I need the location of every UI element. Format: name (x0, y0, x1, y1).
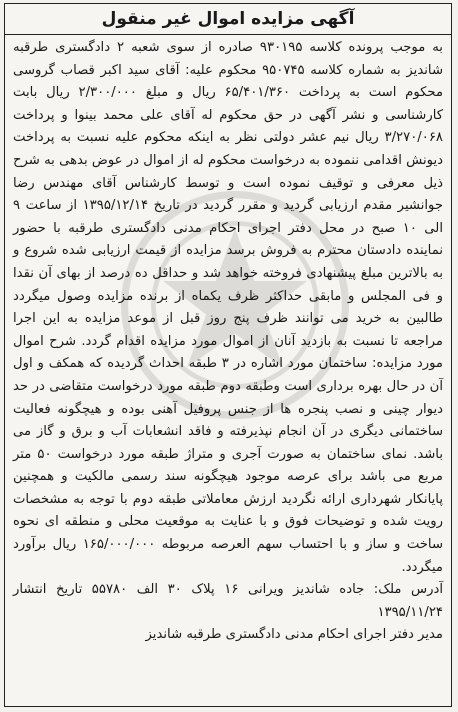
notice-title: آگهی مزایده اموال غیر منقول (5, 4, 451, 35)
notice-text: به موجب پرونده کلاسه ۹۳۰۱۹۵ صادره از سوی شعبه ۲ دادگستری طرقبه شاندیز به شماره کلاسه ۹۵۰۷۴۵ محکوم علیه: آقای سید اکبر قصاب گروسی محکوم است به پرداخت ۶۵/۴۰۱/۳۶۰ ریال و مبلغ ۲/۳۰۰/۰۰۰ ریال بابت کارشناسی و نشر آگهی در حق محکوم له آقای علی محمد بینوا و پرداخت ۳/۲۷۰/۰۶۸ ریال نیم عشر دولتی نظر به اینکه محکوم علیه نسبت به پرداخت دیونش اقدامی ننموده به درخواست محکوم له از اموال در عوض بدهی به شرح ذیل معرفی و توقیف نموده است و توسط کارشناس آقای مهندس رضا جوانشیر مقدم ارزیابی گردید و مقرر گردید در تاریخ ۱۳۹۵/۱۲/۱۴ از ساعت ۹ الی ۱۰ صبح در محل دفتر اجرای احکام مدنی دادگستری طرقبه با حضور نماینده دادستان محترم به فروش برسد مزایده از قیمت ارزیابی شده شروع و به بالاترین مبلغ پیشنهادی فروخته خواهد شد و حداقل ده درصد از بهای آن نقدا و فی المجلس و مابقی حداکثر ظرف یکماه از برنده مزایده وصول میگردد طالبین به خرید می توانند ظرف پنج روز قبل از موعد مزایده به این اجرا مراجعه تا نسبت به بازدید آنان از اموال مورد مزایده اقدام گردد. شرح اموال مورد مزایده: ساختمان مورد اشاره در ۳ طبقه احداث گردیده که همکف و اول آن در حال بهره برداری است وطبقه دوم طبقه مورد درخواست متقاضی در حد دیوار چینی و نصب پنجره ها از جنس پروفیل آهنی بوده و هیچگونه فعالیت ساختمانی دیگری در آن انجام نپذیرفته و فاقد انشعابات آب و برق و گاز می باشد. نمای ساختمان به صورت آجری و متراژ طبقه مورد درخواست ۵۰ متر مربع می باشد برای عرصه موجود هیچگونه سند رسمی مالکیت و همچنین پایانکار شهرداری ارائه نگردید ارزش معاملاتی طبقه دوم با توجه به مشخصات رویت شده و توضیحات فوق و با عنایت به موقعیت محلی و منطقه ای نحوه ساخت و ساز و با احتساب سهم العرصه مربوطه ۱۶۵/۰۰۰/۰۰۰ ریال برآورد میگردد. (13, 40, 444, 575)
notice-body (5, 35, 451, 647)
notice-frame (4, 3, 452, 707)
property-address: آدرس ملک: جاده شاندیز ویرانی ۱۶ پلاک ۳۰ الف ۵۵۷۸۰ تاریخ انتشار ۱۳۹۵/۱۱/۲۴ (13, 582, 444, 620)
signature: مدیر دفتر اجرای احکام مدنی دادگستری طرقبه شاندیز (145, 627, 443, 643)
